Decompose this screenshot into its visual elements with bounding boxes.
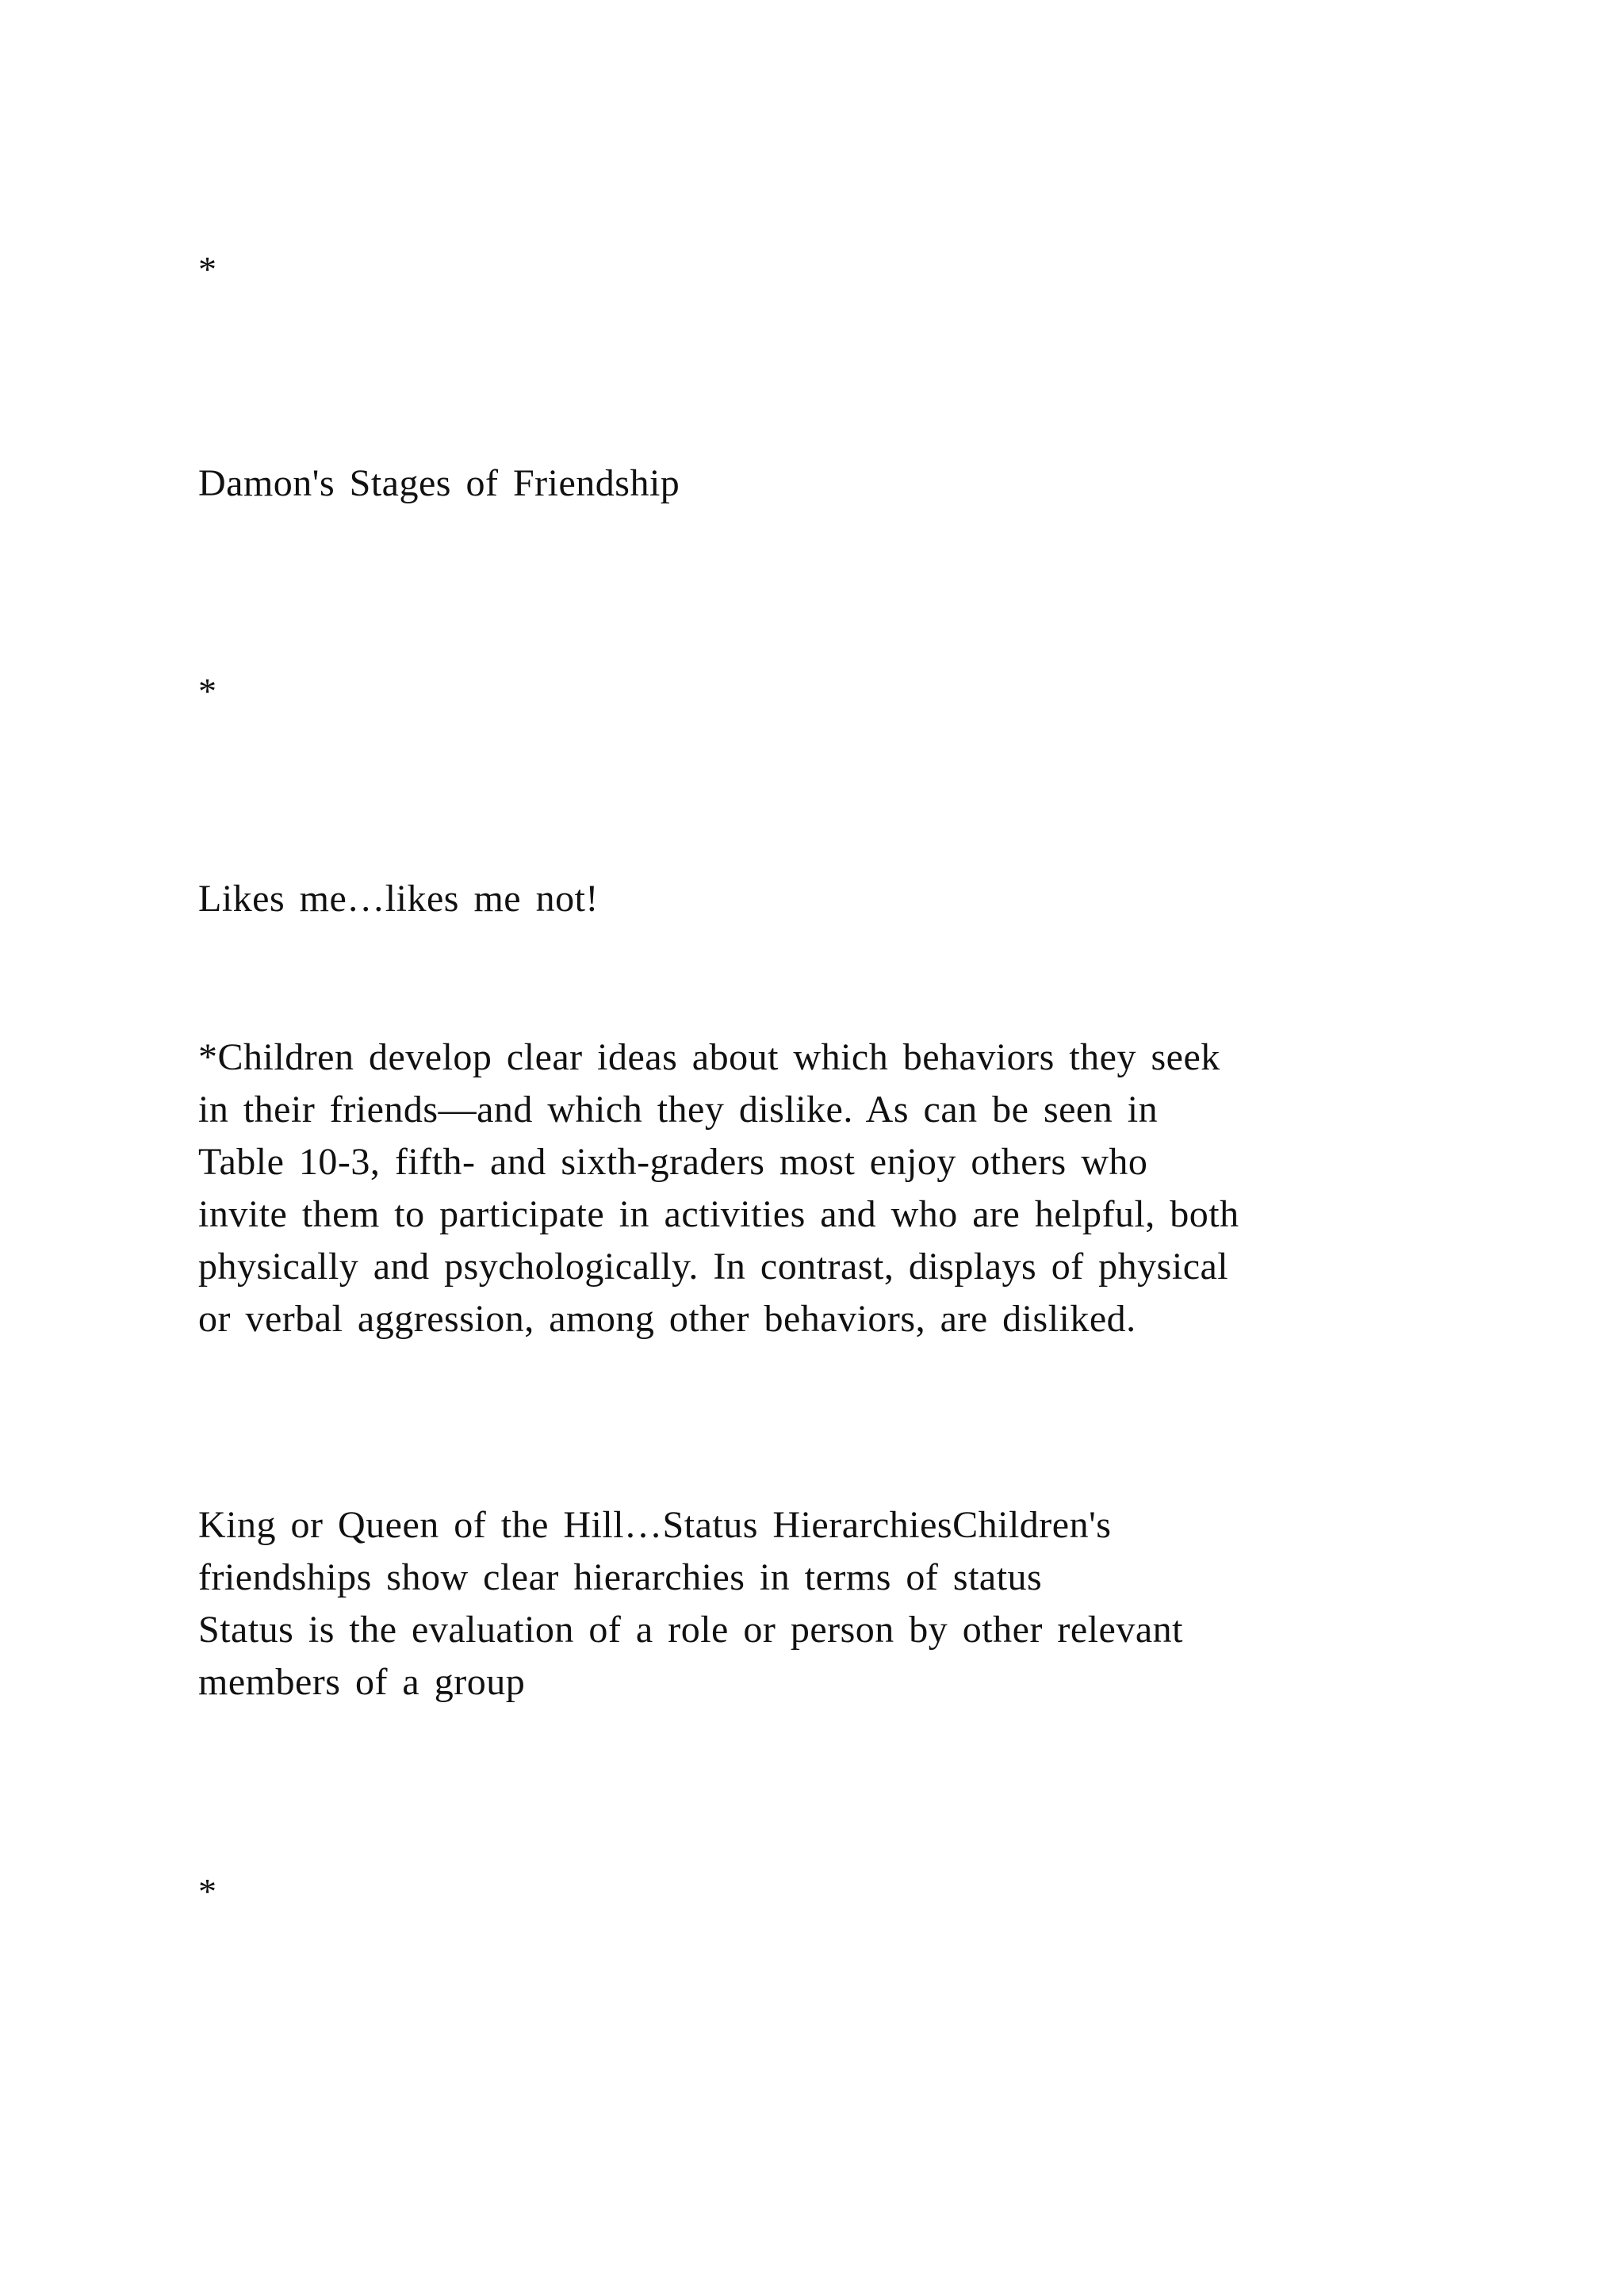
paragraph-line: invite them to participate in activities and who are helpful, both	[198, 1193, 1239, 1235]
paragraph-line: King or Queen of the Hill…Status HierarchiesChildren's	[198, 1504, 1112, 1546]
paragraph-line: *Children develop clear ideas about which behaviors they seek	[198, 1036, 1220, 1078]
paragraph-line: friendships show clear hierarchies in terms of status	[198, 1556, 1043, 1598]
paragraph-line: physically and psychologically. In contrast, displays of physical	[198, 1246, 1229, 1288]
paragraph-line: in their friends—and which they dislike. As can be seen in	[198, 1089, 1159, 1131]
slide-marker: *	[198, 671, 217, 711]
paragraph-line: Status is the evaluation of a role or person by other relevant	[198, 1609, 1183, 1651]
slide-marker: *	[198, 1871, 217, 1911]
slide-marker: *	[198, 249, 217, 289]
paragraph-line: or verbal aggression, among other behaviors, are disliked.	[198, 1298, 1136, 1340]
section-heading: Likes me…likes me not!	[198, 878, 599, 920]
paragraph-line: Table 10-3, fifth- and sixth-graders most enjoy others who	[198, 1141, 1148, 1183]
paragraph-line: members of a group	[198, 1661, 526, 1703]
page-title: Damon's Stages of Friendship	[198, 462, 680, 504]
